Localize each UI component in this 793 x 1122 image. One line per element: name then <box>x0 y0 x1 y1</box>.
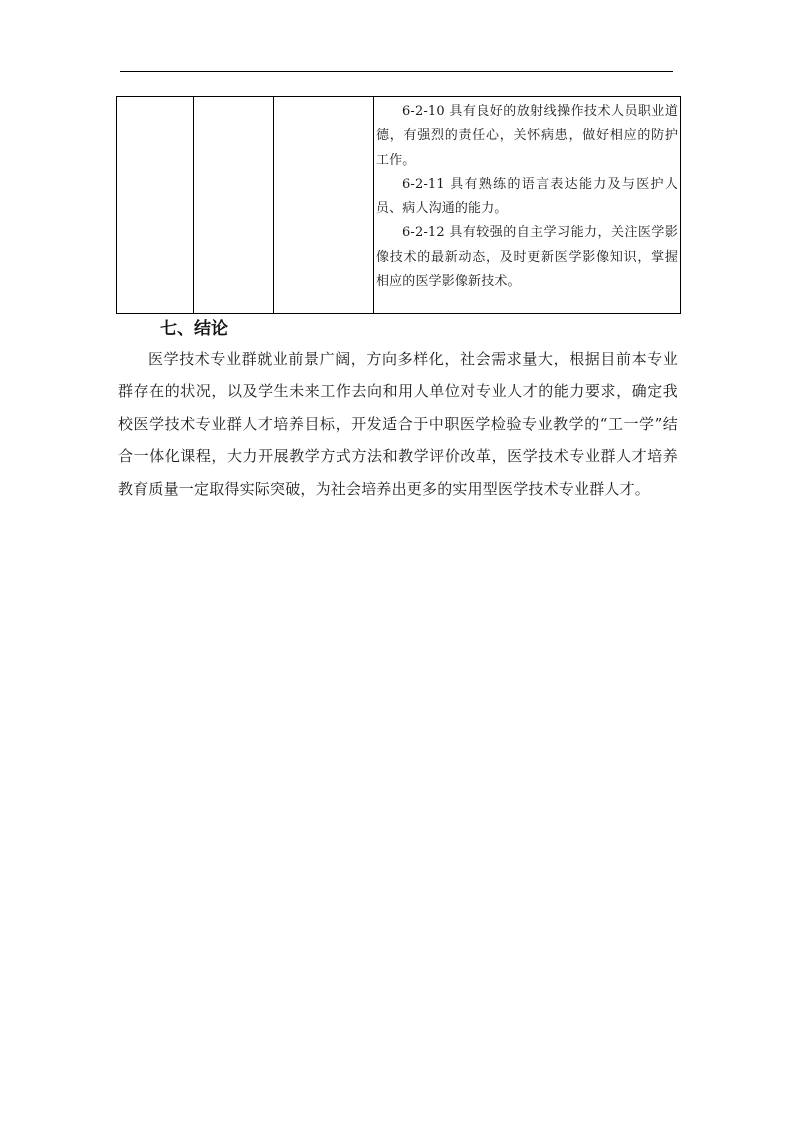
header-rule <box>120 71 673 72</box>
requirements-table <box>116 96 681 314</box>
requirement-item: 6-2-12 具有较强的自主学习能力，关注医学影像技术的最新动态，及时更新医学影像知识，掌握相应的医学影像新技术。 <box>376 225 678 290</box>
section-heading: 七、结论 <box>160 319 228 339</box>
table-row <box>117 97 681 314</box>
requirements-cell <box>374 97 681 314</box>
conclusion-paragraph: 医学技术专业群就业前景广阔，方向多样化，社会需求量大，根据目前本专业群存在的状况，以及学生未来工作去向和用人单位对专业人才的能力要求，确定我校医学技术专业群人才培养目标，开发适合于中职医学检验专业教学的“工一学”结合一体化课程，大力开展教学方式方法和教学评价改革，医学技术专业群人才培养教育质量一定取得实际突破，为社会培养出更多的实用型医学技术专业群人才。 <box>118 350 678 498</box>
table-cell-empty <box>274 97 374 314</box>
table-cell-empty <box>117 97 194 314</box>
table-cell-empty <box>194 97 274 314</box>
requirement-item: 6-2-10 具有良好的放射线操作技术人员职业道德，有强烈的责任心，关怀病患，做好相应的防护工作。 <box>376 104 678 168</box>
requirement-item: 6-2-11 具有熟练的语言表达能力及与医护人员、病人沟通的能力。 <box>376 176 678 217</box>
